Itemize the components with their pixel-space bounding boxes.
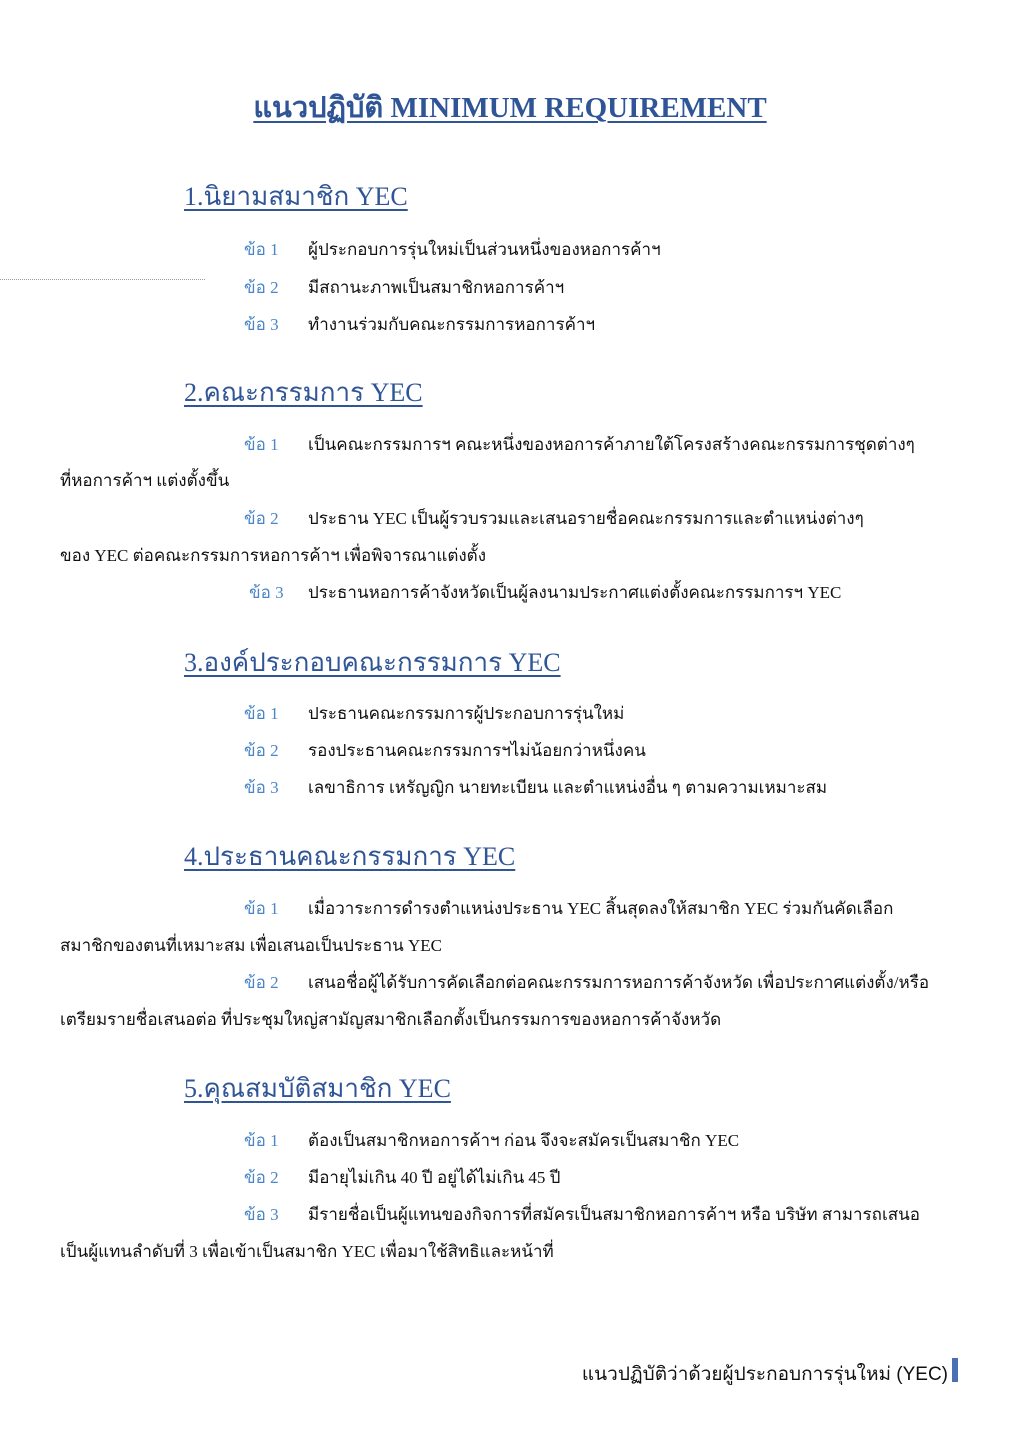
section-heading-4: 4.ประธานคณะกรรมการ YEC [184, 842, 516, 871]
item-label: ข้อ 2 [244, 973, 279, 992]
item-label: ข้อ 3 [249, 583, 284, 602]
item-text: เสนอชื่อผู้ได้รับการคัดเลือกต่อคณะกรรมการหอการค้าจังหวัด เพื่อประกาศแต่งตั้ง/หรือ [308, 973, 930, 992]
item-label: ข้อ 1 [244, 704, 279, 723]
item-label: ข้อ 3 [244, 778, 279, 797]
section-heading-5: 5.คุณสมบัติสมาชิก YEC [184, 1074, 451, 1103]
item-text: เมื่อวาระการดำรงตำแหน่งประธาน YEC สิ้นสุดลงให้สมาชิก YEC ร่วมกันคัดเลือก [308, 899, 894, 918]
item-text: มีอายุไม่เกิน 40 ปี อยู่ได้ไม่เกิน 45 ปี [308, 1168, 561, 1187]
item-text: เลขาธิการ เหรัญญิก นายทะเบียน และตำแหน่งอื่น ๆ ตามความเหมาะสม [308, 778, 828, 797]
section-heading-3: 3.องค์ประกอบคณะกรรมการ YEC [184, 648, 561, 677]
item-text: ประธานหอการค้าจังหวัดเป็นผู้ลงนามประกาศแต่งตั้งคณะกรรมการฯ YEC [308, 583, 842, 602]
item-text-continued: ของ YEC ต่อคณะกรรมการหอการค้าฯ เพื่อพิจารณาแต่งตั้ง [60, 546, 487, 565]
item-label: ข้อ 3 [244, 315, 279, 334]
item-text-continued: เป็นผู้แทนลำดับที่ 3 เพื่อเข้าเป็นสมาชิก YEC เพื่อมาใช้สิทธิและหน้าที่ [60, 1242, 554, 1261]
dotted-divider [0, 279, 205, 280]
item-text: ประธานคณะกรรมการผู้ประกอบการรุ่นใหม่ [308, 704, 625, 723]
item-label: ข้อ 2 [244, 278, 279, 297]
item-label: ข้อ 2 [244, 741, 279, 760]
item-text: ประธาน YEC เป็นผู้รวบรวมและเสนอรายชื่อคณะกรรมการและตำแหน่งต่างๆ [308, 509, 864, 528]
item-text: เป็นคณะกรรมการฯ คณะหนึ่งของหอการค้าภายใต้โครงสร้างคณะกรรมการชุดต่างๆ [308, 435, 915, 454]
item-text: ผู้ประกอบการรุ่นใหม่เป็นส่วนหนึ่งของหอการค้าฯ [308, 240, 661, 259]
item-label: ข้อ 1 [244, 240, 279, 259]
item-text-continued: เตรียมรายชื่อเสนอต่อ ที่ประชุมใหญ่สามัญสมาชิกเลือกตั้งเป็นกรรมการของหอการค้าจังหวัด [60, 1010, 722, 1029]
section-heading-1: 1.นิยามสมาชิก YEC [184, 182, 408, 211]
footer-accent-bar [952, 1358, 958, 1382]
item-label: ข้อ 3 [244, 1205, 279, 1224]
item-text: ทำงานร่วมกับคณะกรรมการหอการค้าฯ [308, 315, 596, 334]
item-text: มีสถานะภาพเป็นสมาชิกหอการค้าฯ [308, 278, 565, 297]
item-text: ต้องเป็นสมาชิกหอการค้าฯ ก่อน จึงจะสมัครเป็นสมาชิก YEC [308, 1131, 740, 1150]
page-title: แนวปฏิบัติ MINIMUM REQUIREMENT [253, 92, 767, 124]
item-label: ข้อ 1 [244, 435, 279, 454]
item-text: มีรายชื่อเป็นผู้แทนของกิจการที่สมัครเป็นสมาชิกหอการค้าฯ หรือ บริษัท สามารถเสนอ [308, 1205, 920, 1224]
page-footer: แนวปฏิบัติว่าด้วยผู้ประกอบการรุ่นใหม่ (YEC) [581, 1364, 948, 1385]
item-text: รองประธานคณะกรรมการฯไม่น้อยกว่าหนึ่งคน [308, 741, 646, 760]
item-label: ข้อ 1 [244, 899, 279, 918]
item-text-continued: สมาชิกของตนที่เหมาะสม เพื่อเสนอเป็นประธาน YEC [60, 936, 443, 955]
item-label: ข้อ 2 [244, 1168, 279, 1187]
section-heading-2: 2.คณะกรรมการ YEC [184, 378, 423, 407]
item-text-continued: ที่หอการค้าฯ แต่งตั้งขึ้น [60, 471, 230, 490]
item-label: ข้อ 1 [244, 1131, 279, 1150]
item-label: ข้อ 2 [244, 509, 279, 528]
